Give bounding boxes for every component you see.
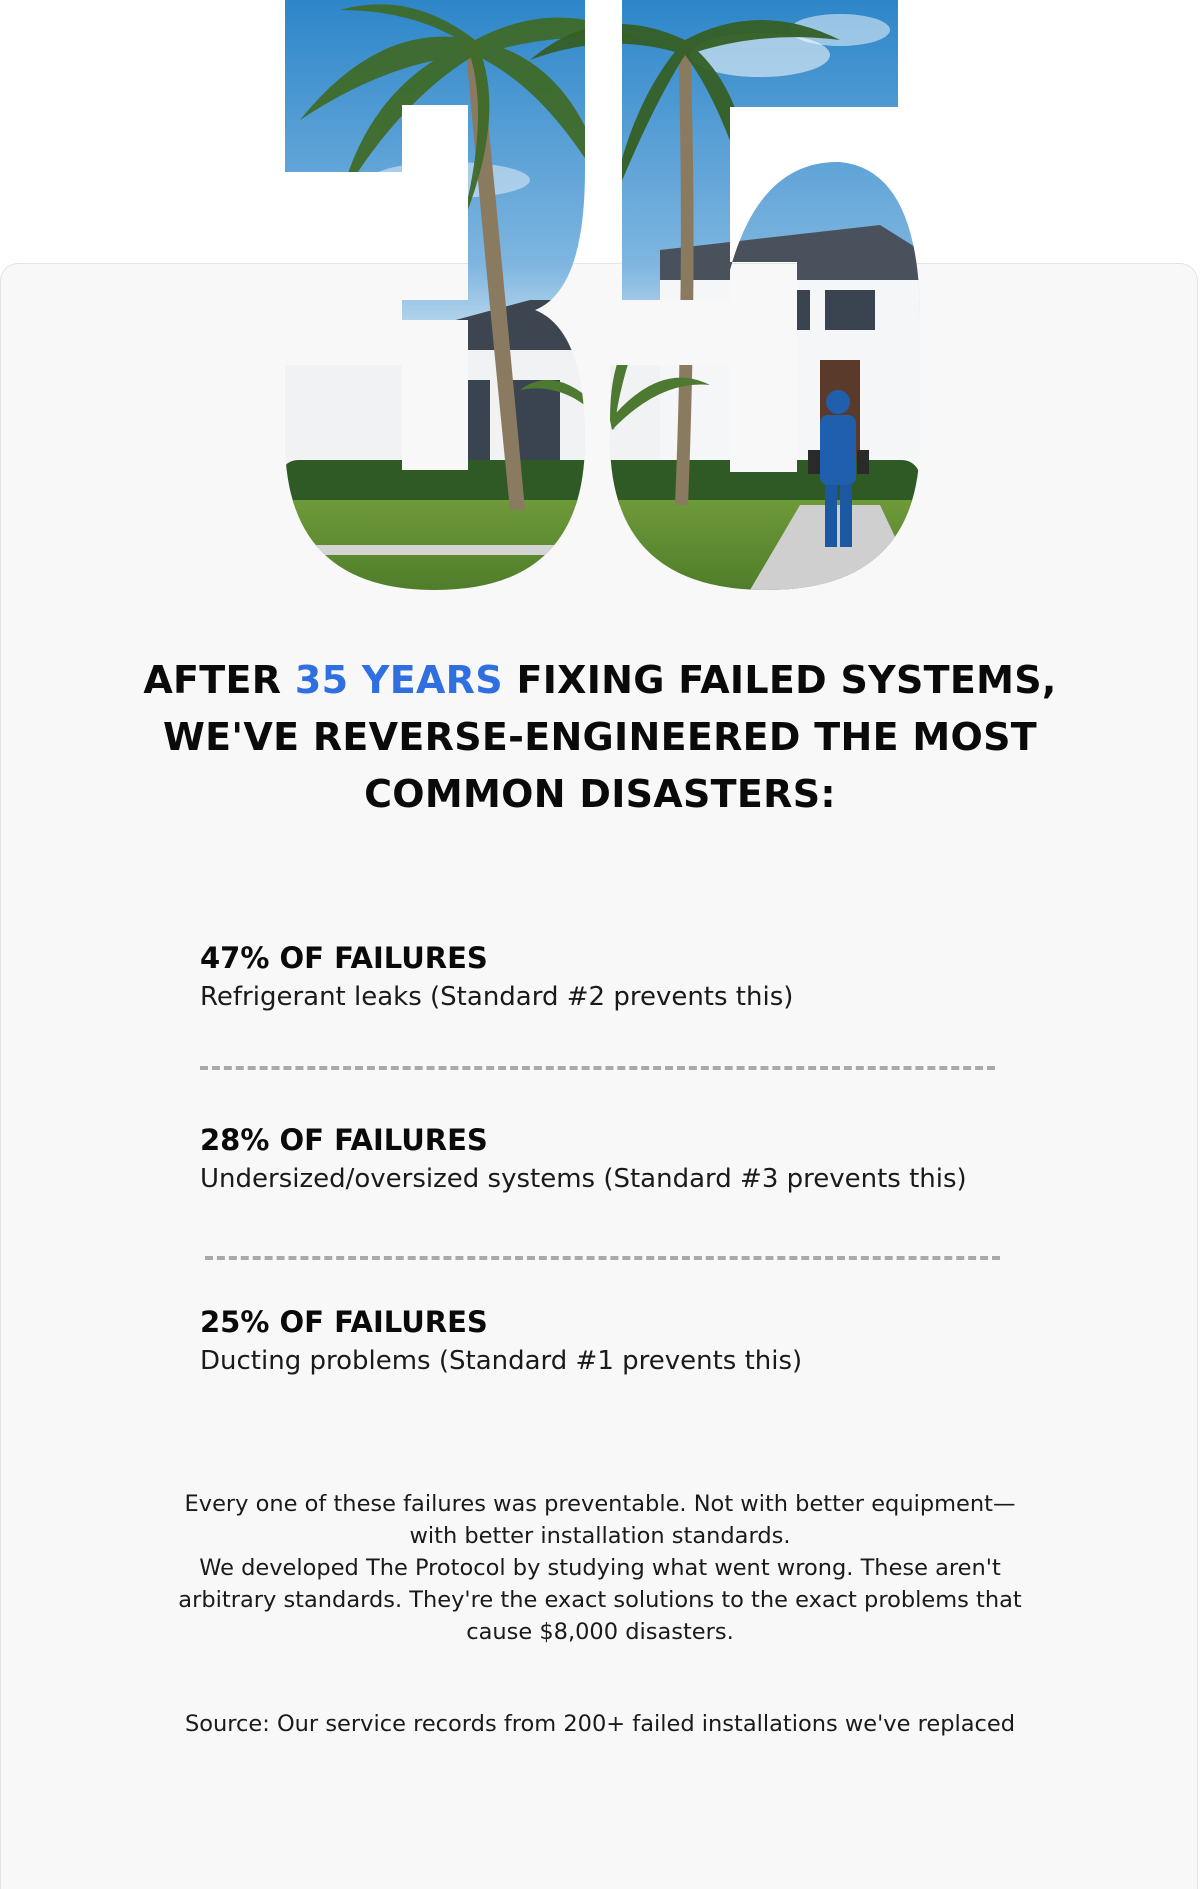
stat-description: Undersized/oversized systems (Standard #3 prevents this) (200, 1164, 967, 1194)
dashed-divider (200, 1066, 995, 1070)
headline-part1: AFTER (143, 658, 295, 702)
stat-description: Refrigerant leaks (Standard #2 prevents this) (200, 982, 794, 1012)
headline-part2: FIXING FAILED SYSTEMS, WE'VE REVERSE-ENGINEERED THE MOST COMMON DISASTERS: (162, 658, 1057, 816)
body-line: We developed The Protocol by studying what went wrong. These aren't (199, 1555, 1001, 1581)
body-line: arbitrary standards. They're the exact solutions to the exact problems that (178, 1587, 1022, 1613)
headline (100, 652, 1100, 823)
body-paragraph (150, 1488, 1050, 1648)
stat-item-refrigerant (200, 940, 1020, 1014)
body-line: Every one of these failures was preventable. Not with better equipment— (184, 1491, 1016, 1517)
stat-title: 47% OF FAILURES (200, 941, 488, 975)
stat-description: Ducting problems (Standard #1 prevents this) (200, 1346, 803, 1376)
stat-item-sizing (200, 1122, 1020, 1196)
dashed-divider (205, 1256, 1000, 1260)
stat-title: 28% OF FAILURES (200, 1123, 488, 1157)
stat-item-ducting (200, 1304, 1020, 1378)
body-line: with better installation standards. (409, 1523, 791, 1549)
headline-accent: 35 YEARS (294, 658, 503, 702)
source-note: Source: Our service records from 200+ failed installations we've replaced (184, 1711, 1016, 1737)
stat-title: 25% OF FAILURES (200, 1305, 488, 1339)
body-line: cause $8,000 disasters. (466, 1619, 734, 1645)
hero-35-photo-graphic (280, 0, 920, 590)
